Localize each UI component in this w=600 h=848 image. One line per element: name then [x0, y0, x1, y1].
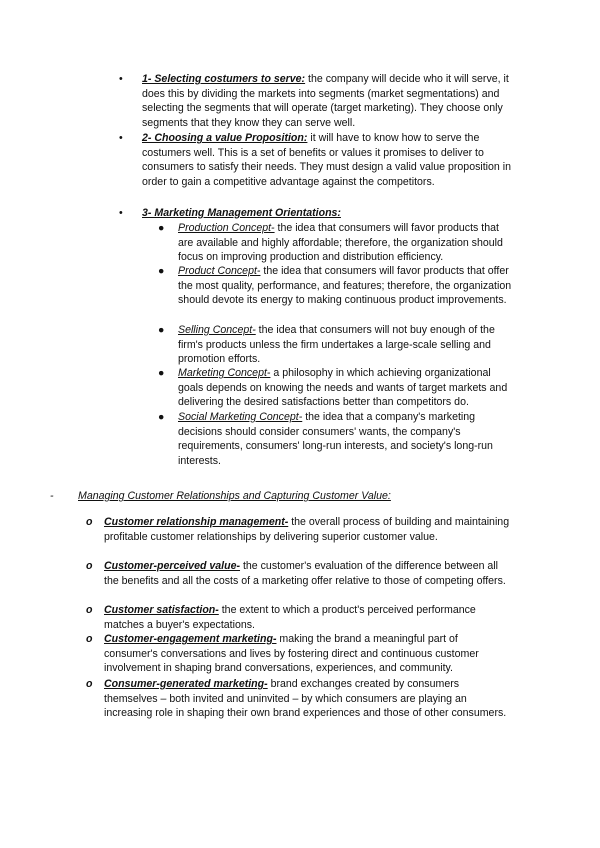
term-value-proposition: 2- Choosing a value Proposition:	[142, 132, 308, 144]
bullet-icon: ●	[158, 222, 165, 234]
section-title: Managing Customer Relationships and Capturing Customer Value:	[78, 490, 391, 502]
orientation-product-concept	[158, 264, 516, 308]
bullet-icon: ●	[158, 367, 165, 379]
bullet-icon: ●	[158, 265, 165, 277]
circle-bullet-icon: o	[86, 516, 93, 528]
orientation-social-marketing-concept	[158, 410, 516, 468]
definition-social-marketing-concept: the idea that a company's marketing decisions should consider consumers' wants, the company's requirements, consumers' long-run interests, and society's long-run interests.	[178, 411, 493, 467]
bullet-icon: ●	[158, 411, 165, 423]
term-consumer-generated-marketing: Consumer-generated marketing-	[104, 678, 268, 690]
circle-bullet-icon: o	[86, 604, 93, 616]
crm-item-customer-relationship-management	[86, 515, 514, 544]
circle-bullet-icon: o	[86, 633, 93, 645]
circle-bullet-icon: o	[86, 678, 93, 690]
dash-marker: -	[50, 490, 54, 502]
term-selecting-customers: 1- Selecting costumers to serve:	[142, 73, 306, 85]
term-selling-concept: Selling Concept-	[178, 324, 256, 336]
list-item-value-proposition	[119, 131, 516, 189]
definition-product-concept: the idea that consumers will favor products that offer the most quality, performance, and features; therefore, the organization should devote its energy to making continuous product improvements.	[178, 265, 512, 307]
term-social-marketing-concept: Social Marketing Concept-	[178, 411, 303, 423]
section-heading	[50, 489, 550, 504]
circle-bullet-icon: o	[86, 560, 93, 572]
definition-consumer-generated-marketing: brand exchanges created by consumers themselves – both invited and uninvited – by which consumers are playing an increasing role in shaping their own brand experiences and those of other consumers.	[104, 678, 507, 720]
definition-production-concept: the idea that consumers will favor products that are available and highly affordable; therefore, the organization should focus on improving production and distribution efficiency.	[178, 222, 503, 264]
definition-selling-concept: the idea that consumers will not buy enough of the firm's products unless the firm undertakes a large-scale selling and promotion efforts.	[178, 324, 495, 366]
orientation-production-concept	[158, 221, 516, 265]
definition-customer-satisfaction: the extent to which a product's perceived performance matches a buyer's expectations.	[104, 604, 476, 631]
term-production-concept: Production Concept-	[178, 222, 275, 234]
crm-item-customer-perceived-value	[86, 559, 514, 588]
bullet-icon: •	[119, 132, 123, 144]
term-customer-relationship-management: Customer relationship management-	[104, 516, 289, 528]
term-marketing-orientations: 3- Marketing Management Orientations:	[142, 207, 341, 219]
term-customer-engagement-marketing: Customer-engagement marketing-	[104, 633, 277, 645]
crm-item-consumer-generated-marketing	[86, 677, 514, 721]
definition-customer-relationship-management: the overall process of building and maintaining profitable customer relationships by delivering superior customer value.	[104, 516, 510, 543]
term-customer-satisfaction: Customer satisfaction-	[104, 604, 219, 616]
crm-item-customer-satisfaction	[86, 603, 514, 632]
term-customer-perceived-value: Customer-perceived value-	[104, 560, 241, 572]
bullet-icon: ●	[158, 324, 165, 336]
orientation-selling-concept	[158, 323, 516, 367]
orientation-marketing-concept	[158, 366, 516, 410]
definition-marketing-concept: a philosophy in which achieving organizational goals depends on knowing the needs and wants of target markets and delivering the desired satisfactions better than competitors do.	[178, 367, 508, 409]
bullet-icon: •	[119, 73, 123, 85]
list-item-selecting-customers	[119, 72, 516, 130]
term-marketing-concept: Marketing Concept-	[178, 367, 271, 379]
crm-item-customer-engagement-marketing	[86, 632, 514, 676]
bullet-icon: •	[119, 207, 123, 219]
definition-selecting-customers: the company will decide who it will serve, it does this by dividing the markets into segments (market segmentations) and selecting the segments that will operate (target marketing). They choose only segments that they know they can serve well.	[142, 73, 509, 129]
definition-customer-engagement-marketing: making the brand a meaningful part of consumer's conversations and lives by fostering direct and continuous customer involvement in shaping brand conversations, experiences, and community.	[104, 633, 479, 675]
list-item-marketing-orientations	[119, 206, 516, 221]
definition-customer-perceived-value: the customer's evaluation of the difference between all the benefits and all the costs of a marketing offer relative to those of competing offers.	[104, 560, 506, 587]
term-product-concept: Product Concept-	[178, 265, 261, 277]
definition-value-proposition: it will have to know how to serve the costumers well. This is a set of benefits or values it promises to deliver to consumers to satisfy their needs. They must design a valid value proposition in order to gain a competitive advantage against the competitors.	[142, 132, 512, 188]
